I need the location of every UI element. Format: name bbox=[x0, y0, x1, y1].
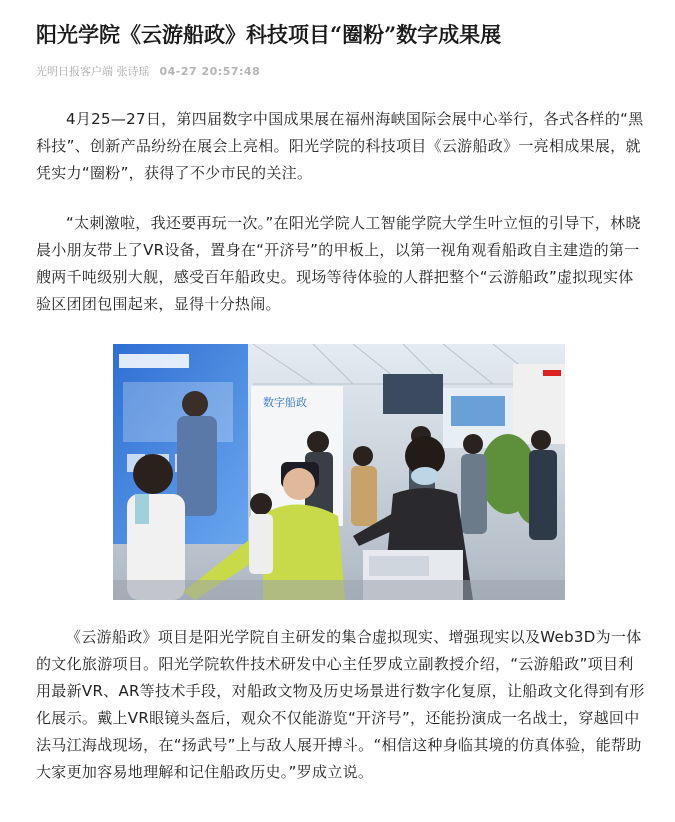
booth-banner: 数字船政 bbox=[263, 396, 307, 409]
paragraph-2: “太刺激啦，我还要再玩一次。”在阳光学院人工智能学院大学生叶立恒的引导下，林晓晨小朋友带上了VR设备，置身在“开济号”的甲板上，以第一视角观看船政自主建造的第一艘两千吨级别大舰，感受百年船政史。现场等待体验的人群把整个“云游船政”虚拟现实体验区团团包围起来，显得十分热闹。 bbox=[36, 214, 641, 313]
paragraph-1: 4月25—27日，第四届数字中国成果展在福州海峡国际会展中心举行，各式各样的“黑科技”、创新产品纷纷在展会上亮相。阳光学院的科技项目《云游船政》一亮相成果展，就凭实力“圈粉”，获得了不少市民的关注。 bbox=[36, 110, 644, 182]
photo-illustration bbox=[113, 344, 565, 600]
article-title: 阳光学院《云游船政》科技项目“圈粉”数字成果展 bbox=[36, 22, 502, 47]
article-source[interactable]: 光明日报客户端 张诗瑶 bbox=[36, 65, 150, 78]
article-photo[interactable] bbox=[113, 344, 565, 600]
paragraph-3: 《云游船政》项目是阳光学院自主研发的集合虚拟现实、增强现实以及Web3D为一体的文化旅游项目。阳光学院软件技术研发中心主任罗成立副教授介绍，“云游船政”项目利用最新VR、AR等技术手段，对船政文物及历史场景进行数字化复原，让船政文化得到有形化展示。戴上VR眼镜头盔后，观众不仅能游览“开济号”，还能扮演成一名战士，穿越回中法马江海战现场，在“扬武号”上与敌人展开搏斗。“相信这种身临其境的仿真体验，能帮助大家更加容易地理解和记住船政历史。”罗成立说。 bbox=[36, 628, 645, 781]
article-meta bbox=[36, 64, 260, 80]
article-time: 04-27 20:57:48 bbox=[159, 65, 261, 78]
